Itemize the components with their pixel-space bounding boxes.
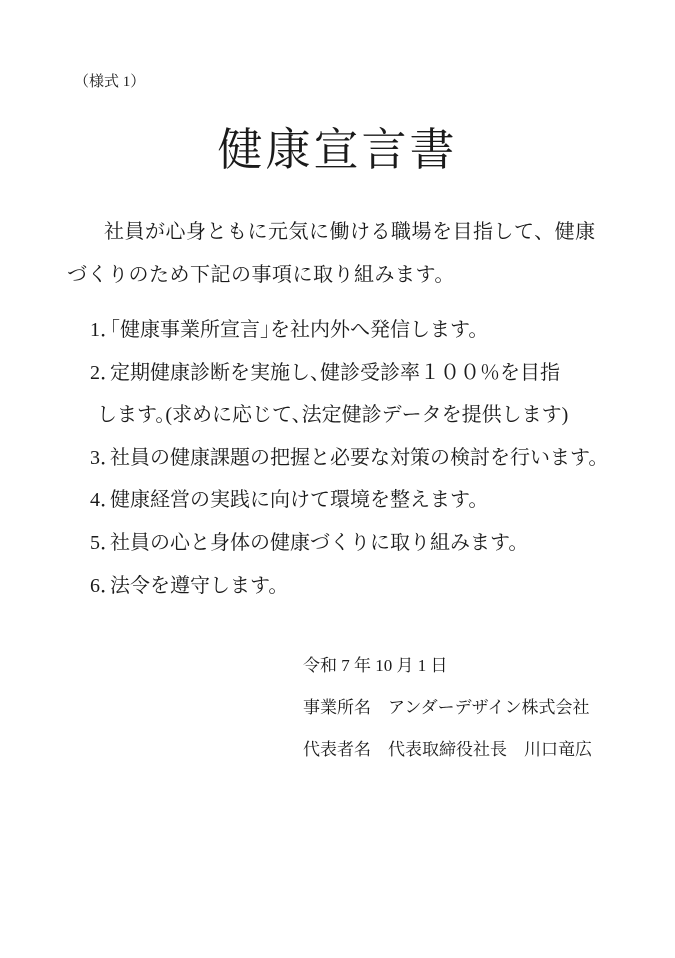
declaration-item-4-line: 4．健康経営の実践に向けて環境を整えます。 — [90, 489, 479, 512]
declaration-item-1 — [90, 309, 635, 352]
declaration-item-5 — [90, 522, 635, 565]
signature-block — [303, 645, 592, 771]
business-name-label: 事業所名 — [303, 698, 371, 717]
intro-paragraph — [67, 211, 612, 297]
document-title: 健康宣言書 — [217, 125, 458, 175]
declaration-item-2-line-1: 2．定期健康診断を実施し、健診受診率１００％を目指 — [90, 361, 560, 384]
declaration-item-4 — [90, 479, 635, 522]
representative-row — [303, 729, 592, 771]
declaration-item-3 — [90, 437, 635, 480]
declaration-item-3-line: 3．社員の健康課題の把握と必要な対策の検討を行います。 — [90, 446, 599, 469]
business-name-value: アンダーデザイン株式会社 — [388, 698, 590, 717]
declaration-item-2-line-2: します。(求めに応じて、法定健診データを提供します) — [97, 404, 569, 427]
declaration-item-6-line: 6．法令を遵守します。 — [90, 574, 279, 597]
declaration-item-5-line: 5．社員の心と身体の健康づくりに取り組みます。 — [90, 531, 519, 554]
business-name-row — [303, 687, 592, 729]
date-line: 令和 7 年 10 月 1 日 — [303, 656, 448, 675]
declaration-item-2 — [90, 352, 635, 437]
intro-line-1: 社員が心身ともに元気に働ける職場を目指して、健康 — [104, 221, 596, 243]
declaration-item-6 — [90, 565, 635, 608]
declaration-list — [90, 309, 635, 607]
representative-label: 代表者名 — [303, 740, 371, 759]
intro-line-2: づくりのため下記の事項に取り組みます。 — [67, 264, 455, 286]
form-number-label: （様式 1） — [74, 74, 146, 90]
representative-value: 代表取締役社長 川口竜広 — [388, 740, 592, 759]
declaration-item-1-line: 1．「健康事業所宣言」を社内外へ発信します。 — [90, 319, 479, 341]
